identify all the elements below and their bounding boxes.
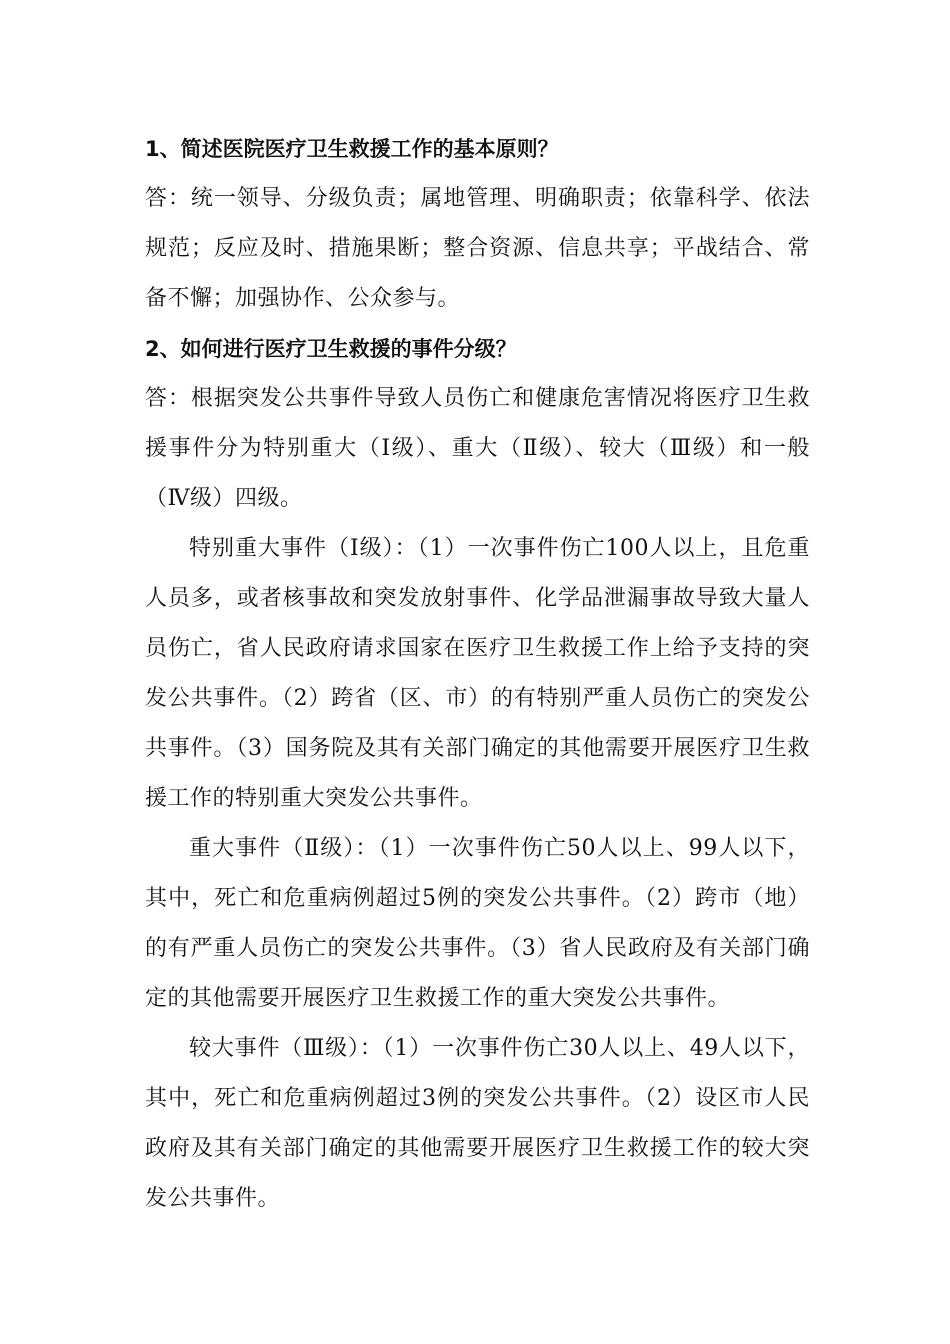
answer-2-text: 答：根据突发公共事件导致人员伤亡和健康危害情况将医疗卫生救援事件分为特别重大（Ⅰ级）、重大（Ⅱ级）、较大（Ⅲ级）和一般（Ⅳ级）四级。: [145, 386, 810, 511]
level-1-paragraph: 特别重大事件（Ⅰ级）：（1）一次事件伤亡100人以上，且危重人员多，或者核事故和突发放射事件、化学品泄漏事故导致大量人员伤亡，省人民政府请求国家在医疗卫生救援工作上给予支持的突发公共事件。（2）跨省（区、市）的有特别严重人员伤亡的突发公共事件。（3）国务院及其有关部门确定的其他需要开展医疗卫生救援工作的特别重大突发公共事件。: [145, 536, 810, 811]
answer-1-text: 答：统一领导、分级负责；属地管理、明确职责；依靠科学、依法规范；反应及时、措施果断；整合资源、信息共享；平战结合、常备不懈；加强协作、公众参与。: [145, 186, 810, 311]
level-2-paragraph: 重大事件（Ⅱ级）：（1）一次事件伤亡50人以上、99人以下，其中，死亡和危重病例超过5例的突发公共事件。（2）跨市（地）的有严重人员伤亡的突发公共事件。（3）省人民政府及有关部门确定的其他需要开展医疗卫生救援工作的重大突发公共事件。: [145, 836, 810, 1011]
document-page: [145, 124, 810, 1224]
question-1-heading: 1、简述医院医疗卫生救援工作的基本原则？: [145, 137, 559, 161]
level-3-paragraph: 较大事件（Ⅲ级）：（1）一次事件伤亡30人以上、49人以下，其中，死亡和危重病例超过3例的突发公共事件。（2）设区市人民政府及其有关部门确定的其他需要开展医疗卫生救援工作的较大突发公共事件。: [145, 1036, 810, 1211]
question-2-heading: 2、如何进行医疗卫生救援的事件分级？: [145, 337, 517, 361]
